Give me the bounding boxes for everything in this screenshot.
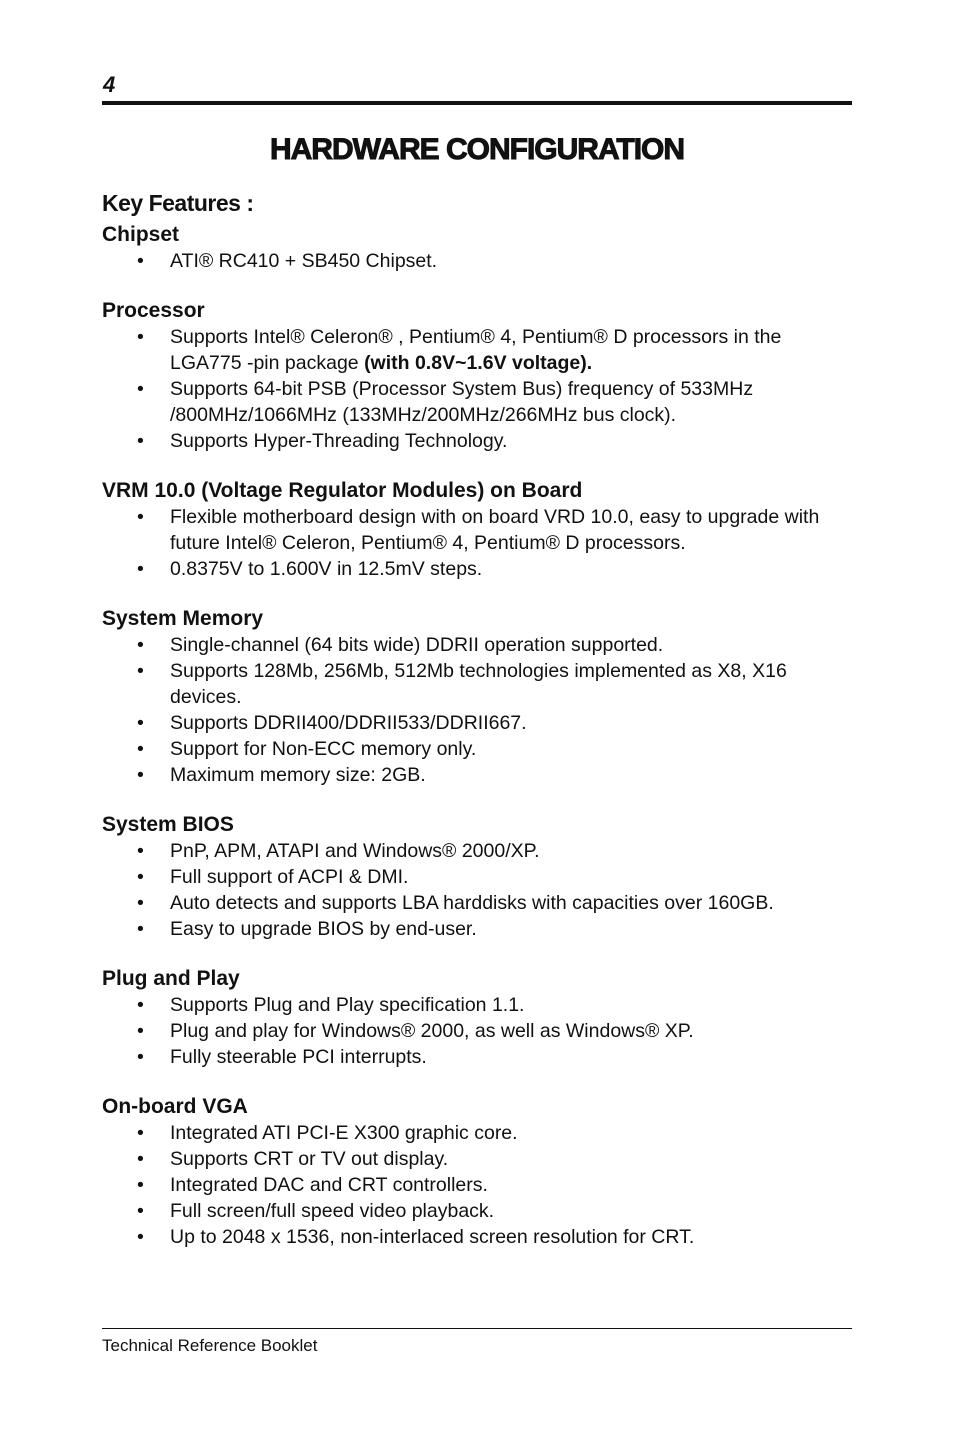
bullet: • <box>137 1200 144 1222</box>
page-number: 4 <box>103 72 116 97</box>
bullet: • <box>137 660 144 682</box>
list-item-text: Auto detects and supports LBA harddisks with capacities over 160GB. <box>170 892 774 914</box>
list-item <box>102 1224 857 1250</box>
list-item <box>102 556 857 582</box>
list-item <box>102 324 857 376</box>
bullet: • <box>137 1174 144 1196</box>
list-item-text: Supports Plug and Play specification 1.1. <box>170 994 525 1016</box>
feature-list <box>102 992 857 1070</box>
page-title: HARDWARE CONFIGURATION <box>269 133 685 166</box>
list-item-text: Up to 2048 x 1536, non-interlaced screen resolution for CRT. <box>170 1226 695 1248</box>
feature-sections <box>102 222 857 1274</box>
list-item <box>102 916 857 942</box>
list-item-text: Support for Non-ECC memory only. <box>170 738 477 760</box>
list-item <box>102 1018 857 1044</box>
feature-list <box>102 324 857 454</box>
list-item <box>102 1172 857 1198</box>
list-item-text: Integrated ATI PCI-E X300 graphic core. <box>170 1122 518 1144</box>
list-item <box>102 376 857 428</box>
bullet: • <box>137 430 144 452</box>
section-heading: VRM 10.0 (Voltage Regulator Modules) on Board <box>102 479 583 502</box>
bullet: • <box>137 326 144 348</box>
bullet: • <box>137 1148 144 1170</box>
list-item <box>102 248 857 274</box>
section-system-memory <box>102 606 857 788</box>
bullet: • <box>137 1122 144 1144</box>
feature-list <box>102 504 857 582</box>
bullet: • <box>137 558 144 580</box>
bullet: • <box>137 994 144 1016</box>
bullet: • <box>137 866 144 888</box>
list-item-text: Plug and play for Windows® 2000, as well as Windows® XP. <box>170 1020 694 1042</box>
section-vrm <box>102 478 857 582</box>
list-item-text: Full support of ACPI & DMI. <box>170 866 409 888</box>
bullet: • <box>137 506 144 528</box>
list-item <box>102 838 857 864</box>
list-item-text: Integrated DAC and CRT controllers. <box>170 1174 488 1196</box>
bullet: • <box>137 378 144 400</box>
list-item <box>102 1198 857 1224</box>
footer-rule <box>102 1328 852 1329</box>
section-chipset <box>102 222 857 274</box>
feature-list <box>102 632 857 788</box>
footer-text: Technical Reference Booklet <box>102 1336 318 1355</box>
section-heading: On-board VGA <box>102 1095 248 1118</box>
voltage-note: (with 0.8V~1.6V voltage). <box>364 352 593 374</box>
list-item-text: Maximum memory size: 2GB. <box>170 764 426 786</box>
header-rule <box>102 101 852 105</box>
list-item-text: Supports 128Mb, 256Mb, 512Mb technologies implemented as X8, X16 devices. <box>170 660 787 708</box>
list-item <box>102 736 857 762</box>
bullet: • <box>137 634 144 656</box>
list-item <box>102 428 857 454</box>
section-processor <box>102 298 857 454</box>
list-item-text: Flexible motherboard design with on board VRD 10.0, easy to upgrade with future Intel® Celeron, Pentium® 4, Pentium® D processors. <box>170 506 820 554</box>
list-item-text: Full screen/full speed video playback. <box>170 1200 495 1222</box>
list-item <box>102 992 857 1018</box>
section-system-bios <box>102 812 857 942</box>
bullet: • <box>137 712 144 734</box>
section-heading: System BIOS <box>102 813 234 836</box>
list-item-text: 0.8375V to 1.600V in 12.5mV steps. <box>170 558 483 580</box>
list-item <box>102 1120 857 1146</box>
section-heading: Plug and Play <box>102 967 240 990</box>
list-item <box>102 762 857 788</box>
bullet: • <box>137 1226 144 1248</box>
list-item <box>102 890 857 916</box>
list-item-text: PnP, APM, ATAPI and Windows® 2000/XP. <box>170 840 540 862</box>
list-item-text: Supports CRT or TV out display. <box>170 1148 449 1170</box>
feature-list <box>102 1120 857 1250</box>
list-item-text: Supports Intel® Celeron® , Pentium® 4, Pentium® D processors in the LGA775 -pin package <box>170 326 782 374</box>
list-item-text: ATI® RC410 + SB450 Chipset. <box>170 250 438 272</box>
list-item-text: Supports DDRII400/DDRII533/DDRII667. <box>170 712 527 734</box>
bullet: • <box>137 738 144 760</box>
feature-list <box>102 248 857 274</box>
list-item <box>102 1146 857 1172</box>
list-item <box>102 864 857 890</box>
list-item-text: Supports Hyper-Threading Technology. <box>170 430 508 452</box>
section-heading: Processor <box>102 299 205 322</box>
bullet: • <box>137 764 144 786</box>
section-onboard-vga <box>102 1094 857 1250</box>
list-item <box>102 658 857 710</box>
bullet: • <box>137 1020 144 1042</box>
section-heading: System Memory <box>102 607 264 630</box>
list-item <box>102 504 857 556</box>
bullet: • <box>137 250 144 272</box>
list-item <box>102 632 857 658</box>
section-plug-and-play <box>102 966 857 1070</box>
list-item <box>102 1044 857 1070</box>
list-item-text: Easy to upgrade BIOS by end-user. <box>170 918 477 940</box>
list-item <box>102 710 857 736</box>
bullet: • <box>137 840 144 862</box>
list-item-text: Fully steerable PCI interrupts. <box>170 1046 427 1068</box>
list-item-text: Single-channel (64 bits wide) DDRII operation supported. <box>170 634 664 656</box>
feature-list <box>102 838 857 942</box>
bullet: • <box>137 892 144 914</box>
section-heading: Chipset <box>102 223 180 246</box>
key-features-heading: Key Features : <box>102 190 254 216</box>
bullet: • <box>137 918 144 940</box>
bullet: • <box>137 1046 144 1068</box>
list-item-text: Supports 64-bit PSB (Processor System Bus) frequency of 533MHz /800MHz/1066MHz (133MHz/200MHz/266MHz bus clock). <box>170 378 754 426</box>
